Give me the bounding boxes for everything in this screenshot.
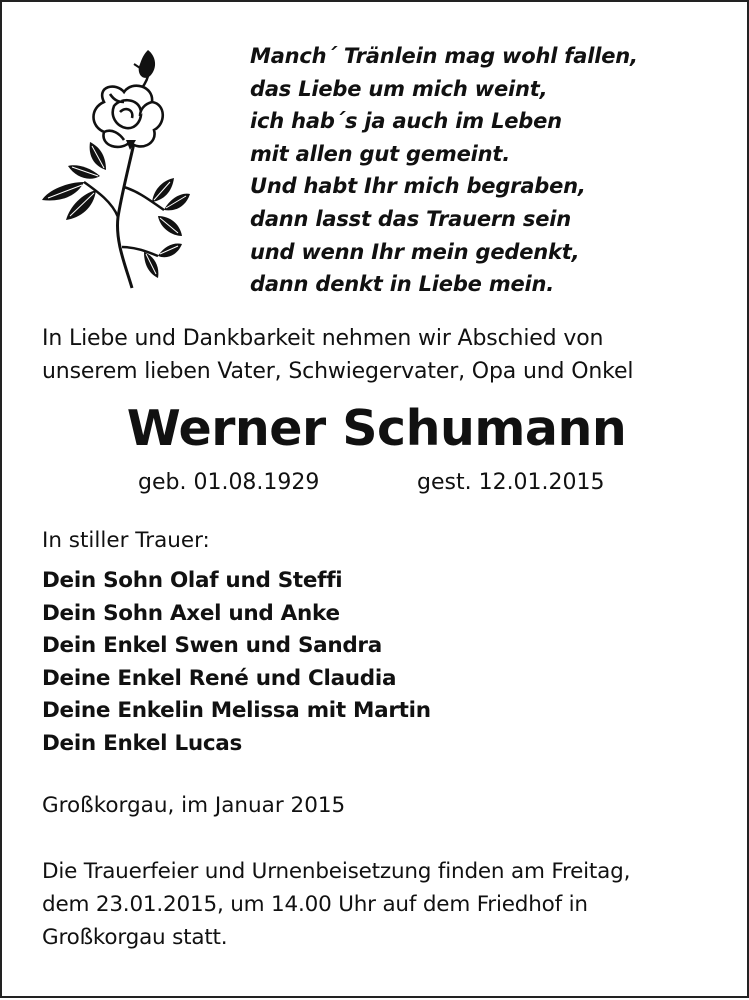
intro-line: unserem lieben Vater, Schwiegervater, Opa und Onkel xyxy=(42,359,634,384)
intro-line: In Liebe und Dankbarkeit nehmen wir Abschied von xyxy=(42,326,604,351)
poem-line: dann denkt in Liebe mein. xyxy=(250,272,555,297)
farewell-intro xyxy=(42,322,633,388)
mourner-entry: Dein Enkel Lucas xyxy=(42,730,242,756)
poem-line: und wenn Ihr mein gedenkt, xyxy=(250,239,580,264)
poem-line: das Liebe um mich weint, xyxy=(250,76,548,101)
mourner-entry: Deine Enkel René und Claudia xyxy=(42,665,397,691)
poem-line: Und habt Ihr mich begraben, xyxy=(250,174,586,199)
mourners-label: In stiller Trauer: xyxy=(42,528,210,553)
poem-line: dann lasst das Trauern sein xyxy=(250,206,571,231)
funeral-info-line: Großkorgau statt. xyxy=(42,925,228,950)
mourner-entry: Deine Enkelin Melissa mit Martin xyxy=(42,698,431,724)
mourner-entry: Dein Enkel Swen und Sandra xyxy=(42,633,382,659)
poem-line: Manch´ Tränlein mag wohl fallen, xyxy=(250,44,638,68)
funeral-info-line: Die Trauerfeier und Urnenbeisetzung finden am Freitag, xyxy=(42,859,631,884)
birth-date: geb. 01.08.1929 xyxy=(138,470,320,495)
poem-verse xyxy=(250,40,638,301)
mourner-entry: Dein Sohn Axel und Anke xyxy=(42,600,340,626)
funeral-info xyxy=(42,855,630,954)
rose-icon xyxy=(40,42,192,290)
poem-line: ich hab´s ja auch im Leben xyxy=(250,109,562,134)
poem-line: mit allen gut gemeint. xyxy=(250,141,510,166)
death-date: gest. 12.01.2015 xyxy=(417,470,605,495)
mourner-entry: Dein Sohn Olaf und Steffi xyxy=(42,568,343,593)
place-and-date: Großkorgau, im Januar 2015 xyxy=(42,793,346,818)
deceased-name: Werner Schumann xyxy=(126,400,627,457)
funeral-info-line: dem 23.01.2015, um 14.00 Uhr auf dem Friedhof in xyxy=(42,892,588,917)
mourners-list xyxy=(42,565,431,761)
